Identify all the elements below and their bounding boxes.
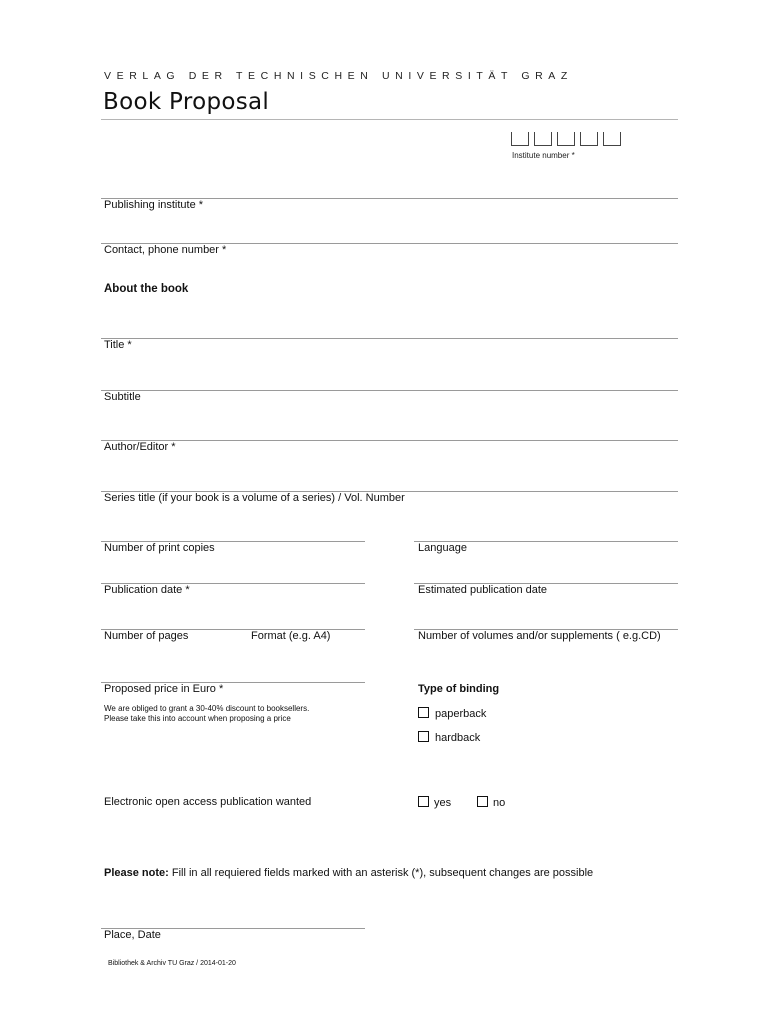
paperback-label: paperback xyxy=(435,708,487,720)
title-divider xyxy=(101,119,678,120)
about-book-heading: About the book xyxy=(104,283,189,295)
paperback-checkbox[interactable] xyxy=(418,707,429,718)
institute-number-label: Institute number * xyxy=(512,151,575,160)
institute-digit-box[interactable] xyxy=(603,132,621,146)
open-access-no-label: no xyxy=(493,797,506,809)
title-line[interactable] xyxy=(101,338,678,339)
hardback-label: hardback xyxy=(435,732,481,744)
contact-phone-label: Contact, phone number * xyxy=(104,244,227,256)
hardback-checkbox[interactable] xyxy=(418,731,429,742)
format-label: Format (e.g. A4) xyxy=(251,630,331,642)
institute-number-input[interactable] xyxy=(511,132,621,146)
price-note-line: Please take this into account when proposing a price xyxy=(104,714,291,723)
publishing-institute-label: Publishing institute * xyxy=(104,199,204,211)
print-copies-label: Number of print copies xyxy=(104,542,215,554)
institute-digit-box[interactable] xyxy=(557,132,575,146)
subtitle-line[interactable] xyxy=(101,390,678,391)
institute-digit-box[interactable] xyxy=(580,132,598,146)
series-title-label: Series title (if your book is a volume of a series) / Vol. Number xyxy=(104,492,405,504)
institute-digit-box[interactable] xyxy=(511,132,529,146)
open-access-yes-label: yes xyxy=(434,797,452,809)
author-editor-line[interactable] xyxy=(101,440,678,441)
title-label: Title * xyxy=(104,339,132,351)
price-note xyxy=(104,704,309,724)
price-note-line: We are obliged to grant a 30-40% discount to booksellers. xyxy=(104,704,310,713)
open-access-yes-checkbox[interactable] xyxy=(418,796,429,807)
open-access-label: Electronic open access publication wanted xyxy=(104,796,312,808)
institute-digit-box[interactable] xyxy=(534,132,552,146)
volumes-supplements-label: Number of volumes and/or supplements ( e.g.CD) xyxy=(418,630,661,642)
binding-heading: Type of binding xyxy=(418,683,500,695)
footer-text: Bibliothek & Archiv TU Graz / 2014-01-20 xyxy=(108,960,236,967)
page-title: Book Proposal xyxy=(103,89,270,115)
proposed-price-label: Proposed price in Euro * xyxy=(104,683,224,695)
please-note-text: Fill in all requiered fields marked with an asterisk (*), subsequent changes are possible xyxy=(168,867,594,879)
author-editor-label: Author/Editor * xyxy=(104,441,176,453)
subtitle-label: Subtitle xyxy=(104,391,141,403)
publisher-name: VERLAG DER TECHNISCHEN UNIVERSITÄT GRAZ xyxy=(104,70,573,82)
open-access-no-checkbox[interactable] xyxy=(477,796,488,807)
place-date-label: Place, Date xyxy=(104,929,161,941)
please-note xyxy=(104,867,593,879)
number-of-pages-label: Number of pages xyxy=(104,630,189,642)
estimated-publication-date-label: Estimated publication date xyxy=(418,584,548,596)
please-note-label: Please note: xyxy=(104,867,169,879)
language-label: Language xyxy=(418,542,467,554)
publication-date-label: Publication date * xyxy=(104,584,190,596)
